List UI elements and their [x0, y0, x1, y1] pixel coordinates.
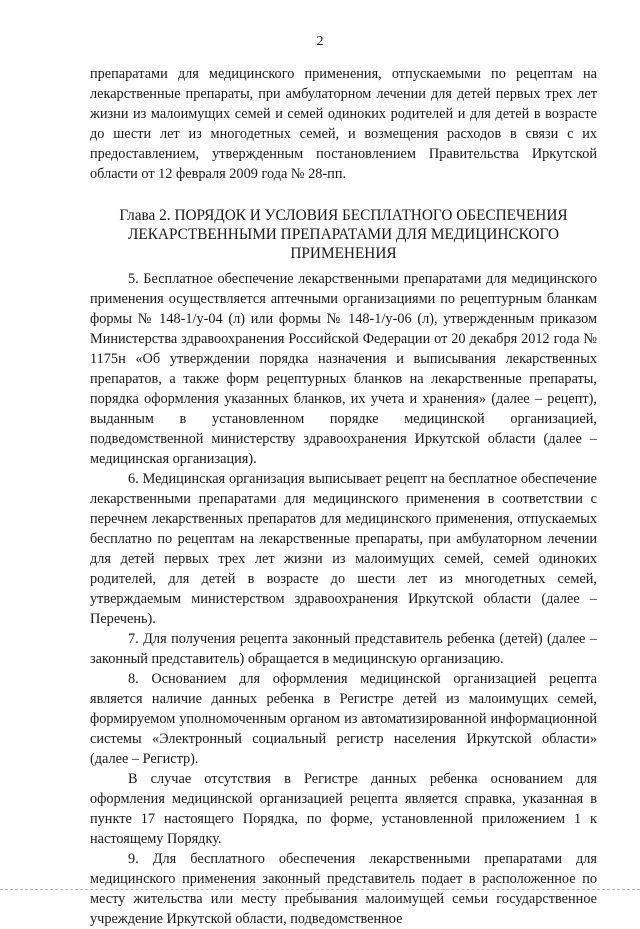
chapter-heading: [90, 206, 597, 263]
paragraph-8: 8. Основанием для оформления медицинской организацией рецепта является наличие данных ребенка в Регистре детей из малоимущих семей, формируемом уполномоченным органом из автоматизированной информационной системы «Электронный социальный регистр населения Иркутской области» (далее – Регистр).: [90, 671, 597, 767]
chapter-heading-line-3: ПРИМЕНЕНИЯ: [290, 245, 397, 262]
page-bottom-divider: [0, 889, 640, 890]
paragraph-7: 7. Для получения рецепта законный представитель ребенка (детей) (далее – законный представитель) обращается в медицинскую организацию.: [90, 631, 597, 667]
page-number: 2: [316, 34, 324, 49]
paragraph-5: 5. Бесплатное обеспечение лекарственными препаратами для медицинского применения осуществляется аптечными организациями по рецептурным бланкам формы № 148-1/у-04 (л) или формы № 148-1/у-06 (л), утвержденным приказом Министерства здравоохранения Российской Федерации от 20 декабря 2012 года № 1175н «Об утверждении порядка назначения и выписывания лекарственных препаратов, а также форм рецептурных бланков на лекарственные препараты, порядка оформления указанных бланков, их учета и хранения» (далее – рецепт), выданным в установленном порядке медицинской организацией, подведомственной министерству здравоохранения Иркутской области (далее – медицинская организация).: [90, 271, 597, 467]
document-body: [90, 64, 597, 929]
paragraph-9: 9. Для бесплатного обеспечения лекарственными препаратами для медицинского применения законный представитель подает в расположенное по месту жительства или месту пребывания малоимущей семьи государственное учреждение Иркутской области, подведомственное: [90, 851, 597, 927]
paragraph-8-continuation: В случае отсутствия в Регистре данных ребенка основанием для оформления медицинской организацией рецепта является справка, указанная в пункте 17 настоящего Порядка, по форме, установленной приложением 1 к настоящему Порядку.: [90, 771, 597, 847]
intro-paragraph: препаратами для медицинского применения, отпускаемыми по рецептам на лекарственные препараты, при амбулаторном лечении для детей первых трех лет жизни из малоимущих семей и семей одиноких родителей и для детей в возрасте до шести лет из многодетных семей, и возмещения расходов в связи с их предоставлением, утвержденным постановлением Правительства Иркутской области от 12 февраля 2009 года № 28-пп.: [90, 66, 597, 182]
chapter-heading-line-2: ЛЕКАРСТВЕННЫМИ ПРЕПАРАТАМИ ДЛЯ МЕДИЦИНСКОГО: [128, 226, 559, 243]
chapter-heading-line-1: Глава 2. ПОРЯДОК И УСЛОВИЯ БЕСПЛАТНОГО ОБЕСПЕЧЕНИЯ: [119, 207, 568, 224]
paragraph-6: 6. Медицинская организация выписывает рецепт на бесплатное обеспечение лекарственными препаратами для медицинского применения в соответствии с перечнем лекарственных препаратов для медицинского применения, отпускаемых бесплатно по рецептам на лекарственные препараты, при амбулаторном лечении для детей первых трех лет жизни из малоимущих семей, семей одиноких родителей, для детей в возрасте до шести лет из многодетных семей, утверждаемым министерством здравоохранения Иркутской области (далее – Перечень).: [90, 471, 597, 627]
